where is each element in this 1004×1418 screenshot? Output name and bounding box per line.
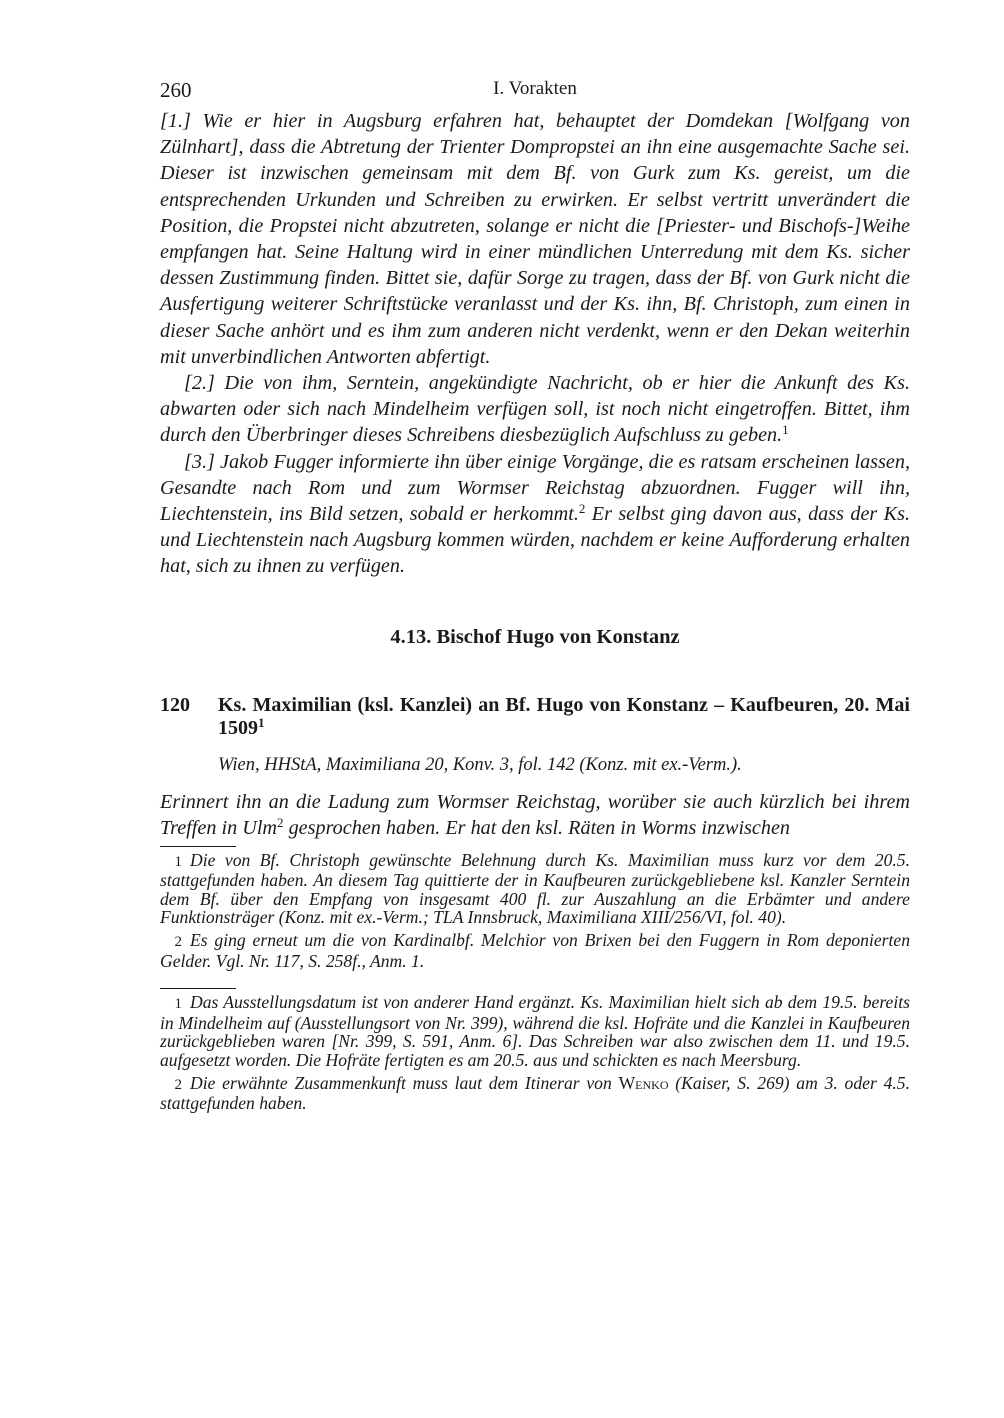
footnotes-apparatus-b <box>160 993 910 1113</box>
author-name: Wenko <box>618 1072 669 1093</box>
footnote-ref[interactable]: 1 <box>782 422 789 438</box>
document-number: 120 <box>160 693 190 716</box>
page-number: 260 <box>160 78 192 102</box>
footnote-ref[interactable]: 2 <box>578 501 586 517</box>
document-entry <box>160 694 910 740</box>
document-source: Wien, HHStA, Maximiliana 20, Konv. 3, fol. 142 (Konz. mit ex.-Verm.). <box>218 754 742 775</box>
footnote-number: 2 <box>174 934 182 951</box>
document-page <box>160 78 910 1113</box>
footnote: 2 Die erwähnte Zusammenkunft muss laut dem Itinerar von Wenko (Kaiser, S. 269) am 3. oder 4.5. stattgefunden haben. <box>160 1072 910 1114</box>
footnote: 1 Die von Bf. Christoph gewünschte Belehnung durch Ks. Maximilian muss kurz vor dem 20.5. stattgefunden haben. An diesem Tag quittierte der in Kaufbeuren zurückgebliebene ksl. Kanzler Serntein dem Bf. über den Empfang von insgesamt 400 fl. zur Auszahlung an die Erbämter und andere Funktionsträger (Konz. mit ex.-Verm.; TLA Innsbruck, Maximiliana XIII/256/VI, fol. 40). <box>160 849 910 928</box>
footnote-ref[interactable]: 1 <box>258 714 265 730</box>
section-heading: 4.13. Bischof Hugo von Konstanz <box>390 625 680 648</box>
footnote-ref[interactable]: 2 <box>277 814 284 830</box>
paragraph-3: [3.] Jakob Fugger informierte ihn über einige Vorgänge, die es ratsam erscheinen lassen, Gesandte nach Rom und zum Wormser Reichstag abzuordnen. Fugger will ihn, Liechtenstein, ins Bild setzen, sobald er herkommt.$^2$ Er selbst ging davon aus, dass der Ks. und Liechtenstein nach Augsburg kommen würden, nachdem er keine Aufforderung erhalten hat, sich zu ihnen zu verfügen. <box>160 450 910 578</box>
footnote: 1 Das Ausstellungsdatum ist von anderer Hand ergänzt. Ks. Maximilian hielt sich ab dem 19.5. bereits in Mindelheim auf (Ausstellungsort von Nr. 399), während die ksl. Hofräte und die Kanzlei in Kaufbeuren zurückgeblieben waren [Nr. 399, S. 591, Anm. 6]. Das Schreiben war also zwischen dem 11. und 19.5. aufgesetzt worden. Die Hofräte fertigten es am 20.5. aus und schickten es nach Meersburg. <box>160 992 910 1070</box>
footnote-number: 2 <box>174 1076 182 1093</box>
letter-summary <box>160 108 910 580</box>
paragraph-1: [1.] Wie er hier in Augsburg erfahren hat, behauptet der Domdekan [Wolfgang von Zülnhart], dass die Abtretung der Trienter Dompropstei an ihn eine ausgemachte Sache sei. Dieser ist inzwischen gemeinsam mit dem Bf. von Gurk zum Ks. gereist, um die entsprechenden Urkunden und Schreiben zu erwirken. Er selbst vertritt unverändert die Position, die Propstei nicht abzutreten, solange er nicht die [Priester- und Bischofs-]Weihe empfangen hat. Seine Haltung wird in einer mündlichen Unterredung mit dem Ks. sicher dessen Zustimmung finden. Bittet sie, dafür Sorge zu tragen, dass der Bf. von Gurk nicht die Ausfertigung weiterer Schriftstücke veranlasst und der Ks. ihn, Bf. Christoph, zum einen in dieser Sache anhört und es ihm zum anderen nicht verdenkt, wenn er den Dekan weiterhin mit unverbindlichen Antworten abfertigt. <box>160 110 910 368</box>
footnote: 2 Es ging erneut um die von Kardinalbf. Melchior von Brixen bei den Fuggern in Rom deponierten Gelder. Vgl. Nr. 117, S. 258f., Anm. 1. <box>160 930 910 971</box>
footnotes-apparatus-a <box>160 851 910 971</box>
footnote-divider <box>160 846 236 847</box>
paragraph-2: [2.] Die von ihm, Serntein, angekündigte Nachricht, ob er hier die Ankunft des Ks. abwarten oder sich nach Mindelheim verfügen soll, ist noch nicht eingetroffen. Bittet, ihm durch den Überbringer dieses Schreibens diesbezüglich Aufschluss zu geben.$^1$ <box>160 372 910 447</box>
document-regest: Erinnert ihn an die Ladung zum Wormser Reichstag, worüber sie auch kürzlich bei ihrem Treffen in Ulm$^2$ gesprochen haben. Er hat den ksl. Räten in Worms inzwischen <box>160 790 910 839</box>
running-title: I. Vorakten <box>493 78 577 99</box>
document-title: Ks. Maximilian (ksl. Kanzlei) an Bf. Hugo von Konstanz – Kaufbeuren, 20. Mai 1509$^1$ <box>218 693 910 739</box>
footnote-number: 1 <box>174 853 182 870</box>
footnote-divider <box>160 988 236 989</box>
footnote-number: 1 <box>174 996 182 1013</box>
running-header <box>160 78 910 108</box>
